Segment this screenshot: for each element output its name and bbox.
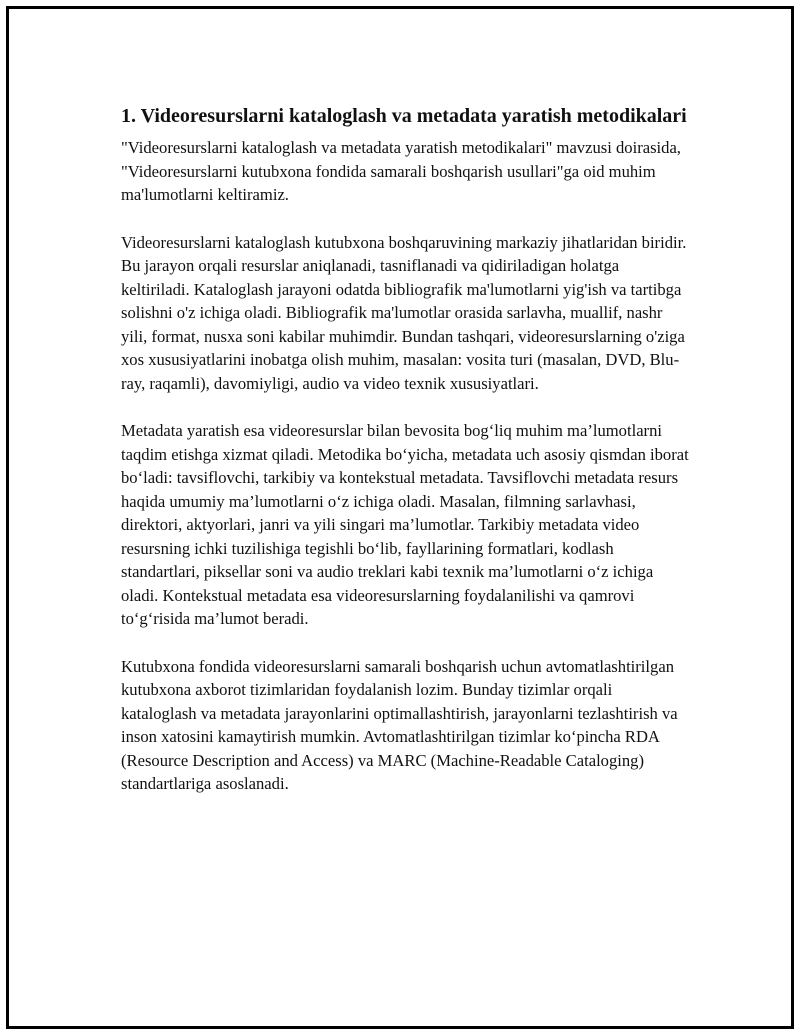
page-frame <box>6 6 794 1029</box>
paragraph-metadata: Metadata yaratish esa videoresurslar bilan bevosita bog‘liq muhim ma’lumotlarni taqdim etishga xizmat qiladi. Metodika bo‘yicha, metadata uch asosiy qismdan iborat bo‘ladi: tavsiflovchi, tarkibiy va kontekstual metadata. Tavsiflovchi metadata resurs haqida umumiy ma’lumotlarni o‘z ichiga oladi. Masalan, filmning sarlavhasi, direktori, aktyorlari, janri va yili singari ma’lumotlar. Tarkibiy metadata video resursning ichki tuzilishiga tegishli bo‘lib, fayllarining formatlari, kodlash standartlari, piksellar soni va audio treklari kabi texnik ma’lumotlarni o‘z ichiga oladi. Kontekstual metadata esa videoresurslarning foydalanilishi va qamrovi to‘g‘risida ma’lumot beradi. <box>121 421 689 628</box>
document-body <box>121 102 689 820</box>
paragraph-automation: Kutubxona fondida videoresurslarni samarali boshqarish uchun avtomatlashtirilgan kutubxona axborot tizimlaridan foydalanish lozim. Bunday tizimlar orqali kataloglash va metadata jarayonlarini optimallashtirish, jarayonlarni tezlashtirish va inson xatosini kamaytirish mumkin. Avtomatlashtirilgan tizimlar ko‘pincha RDA (Resource Description and Access) va MARC (Machine-Readable Cataloging) standartlariga asoslanadi. <box>121 656 678 793</box>
paragraph-intro: "Videoresurslarni kataloglash va metadata yaratish metodikalari" mavzusi doirasida, "Videoresurslarni kutubxona fondida samarali boshqarish usullari"ga oid muhim ma'lumotlarni keltiramiz. <box>121 138 681 204</box>
paragraph-cataloging: Videoresurslarni kataloglash kutubxona boshqaruvining markaziy jihatlaridan biridir. Bu jarayon orqali resurslar aniqlanadi, tasniflanadi va qidiriladigan holatga keltiriladi. Kataloglash jarayoni odatda bibliografik ma'lumotlarni yig'ish va tartibga solishni o'z ichiga oladi. Bibliografik ma'lumotlar orasida sarlavha, muallif, nashr yili, format, nusxa soni kabilar muhimdir. Bundan tashqari, videoresurslarning o'ziga xos xususiyatlarini inobatga olish muhim, masalan: vosita turi (masalan, DVD, Blu-ray, raqamli), davomiyligi, audio va video texnik xususiyatlari. <box>121 232 687 393</box>
document-title: 1. Videoresurslarni kataloglash va metadata yaratish metodikalari <box>121 105 687 127</box>
